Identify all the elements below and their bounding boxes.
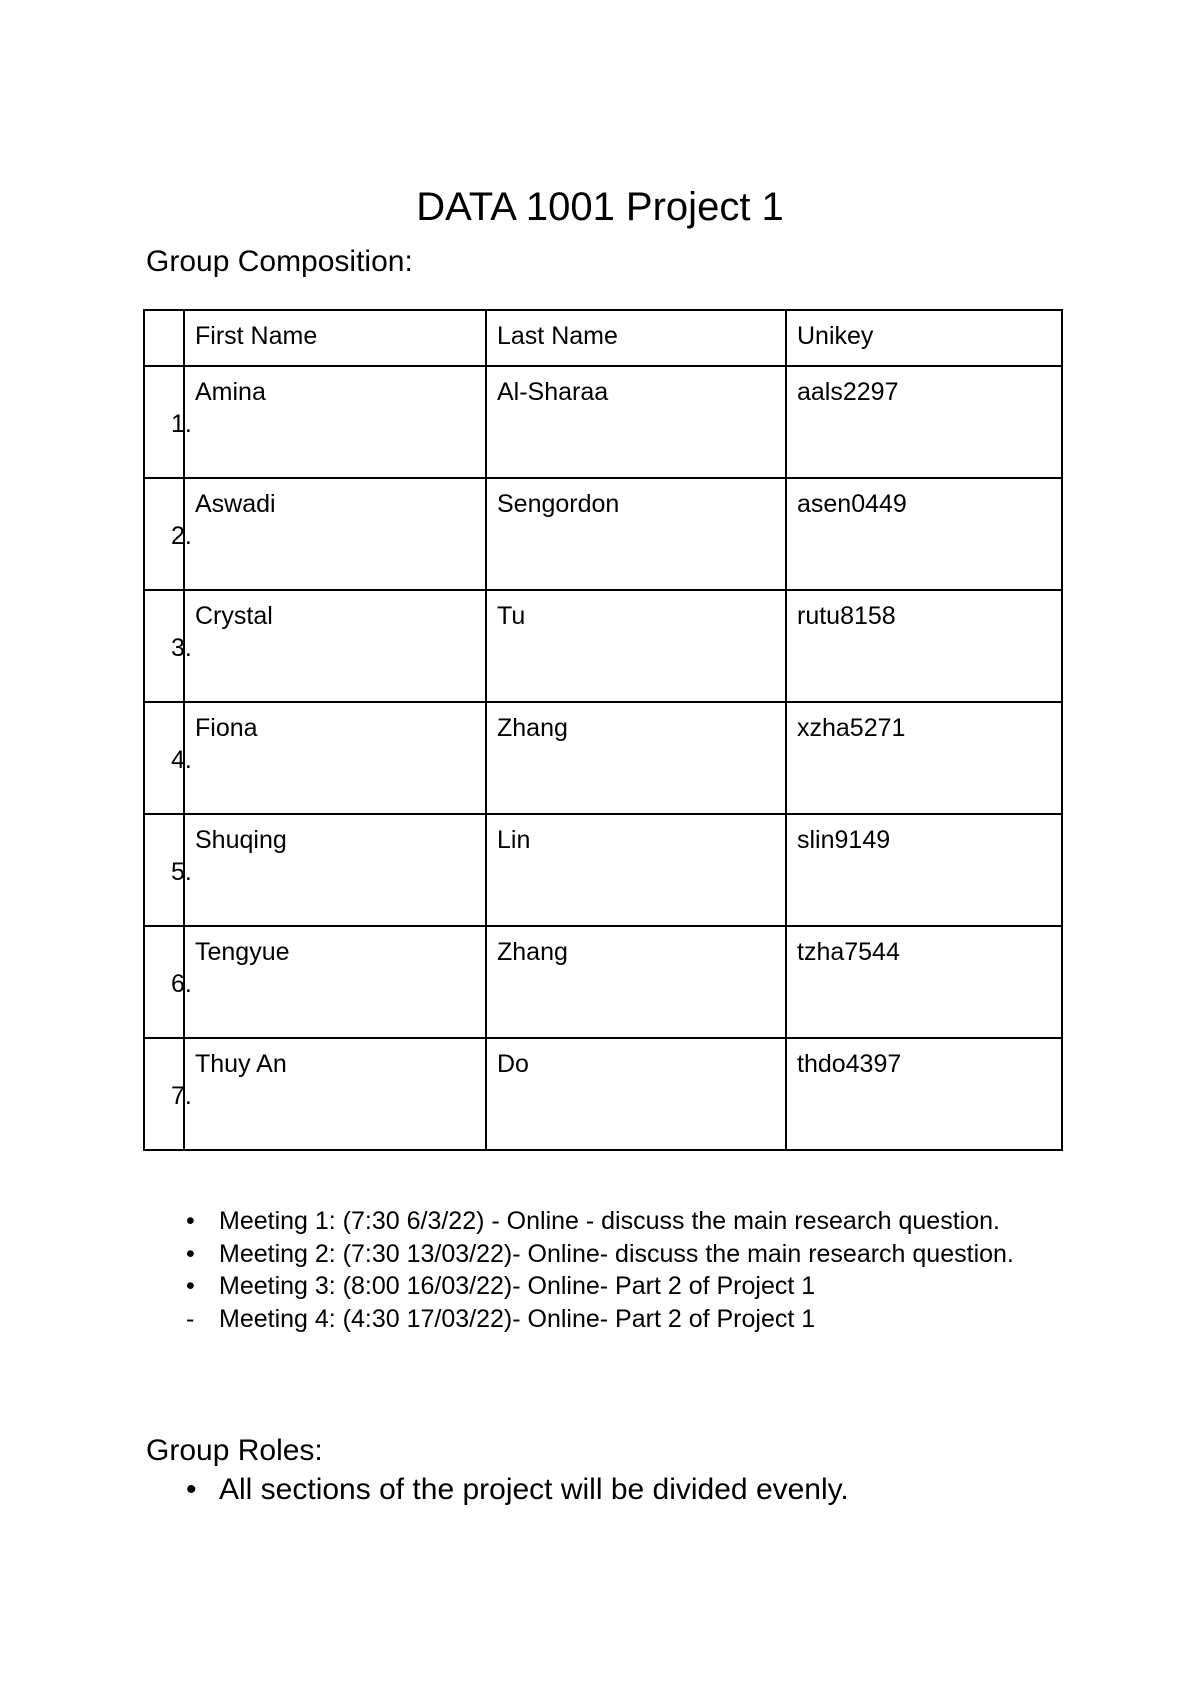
unikey-cell: thdo4397: [786, 1038, 1062, 1150]
unikey-cell: rutu8158: [786, 590, 1062, 702]
row-number-cell: [144, 1038, 192, 1150]
last-name-cell: Lin: [486, 814, 786, 926]
unikey-cell: xzha5271: [786, 702, 1062, 814]
row-number: 2.: [171, 522, 192, 550]
header-last-name: Last Name: [486, 310, 786, 366]
unikey-cell: tzha7544: [786, 926, 1062, 1038]
row-number-cell: [144, 478, 192, 590]
table-row: [144, 814, 1062, 926]
row-number: 5.: [171, 858, 192, 886]
bullet-marker: •: [186, 1239, 195, 1268]
meeting-item: [180, 1270, 1040, 1303]
role-item: [180, 1472, 1080, 1508]
roles-list: [180, 1472, 1080, 1508]
last-name-cell: Zhang: [486, 702, 786, 814]
last-name-cell: Tu: [486, 590, 786, 702]
group-composition-heading: Group Composition:: [146, 245, 413, 278]
row-number-cell: [144, 590, 192, 702]
first-name-cell: Shuqing: [184, 814, 486, 926]
first-name-cell: Amina: [184, 366, 486, 478]
header-number-cell: [144, 310, 184, 366]
role-item-text: All sections of the project will be divided evenly.: [219, 1473, 849, 1506]
group-roles-heading: Group Roles:: [146, 1434, 323, 1467]
row-number: 1.: [171, 410, 192, 438]
last-name-cell: Sengordon: [486, 478, 786, 590]
document-title: DATA 1001 Project 1: [416, 185, 784, 229]
row-number: 6.: [171, 970, 192, 998]
meeting-item-text: Meeting 2: (7:30 13/03/22)- Online- discuss the main research question.: [219, 1239, 1014, 1268]
table-row: [144, 926, 1062, 1038]
first-name-cell: Crystal: [184, 590, 486, 702]
table-row: [144, 590, 1062, 702]
row-number-cell: [144, 366, 192, 478]
bullet-marker: •: [186, 1473, 197, 1506]
unikey-cell: aals2297: [786, 366, 1062, 478]
bullet-marker: -: [186, 1304, 195, 1333]
meetings-list: [180, 1205, 1040, 1335]
meeting-item: [180, 1238, 1040, 1271]
last-name-cell: Do: [486, 1038, 786, 1150]
bullet-marker: •: [186, 1207, 195, 1235]
first-name-cell: Aswadi: [184, 478, 486, 590]
unikey-cell: asen0449: [786, 478, 1062, 590]
row-number-cell: [144, 814, 192, 926]
header-unikey: Unikey: [786, 310, 1062, 366]
table-row: [144, 702, 1062, 814]
meeting-item: [180, 1303, 1040, 1336]
row-number: 4.: [171, 746, 192, 774]
last-name-cell: Al-Sharaa: [486, 366, 786, 478]
meeting-item: [180, 1205, 1040, 1238]
first-name-cell: Fiona: [184, 702, 486, 814]
meeting-item-text: Meeting 1: (7:30 6/3/22) - Online - discuss the main research question.: [219, 1207, 1000, 1235]
row-number: 3.: [171, 634, 192, 662]
table-row: [144, 478, 1062, 590]
table-row: [144, 1038, 1062, 1150]
table-header-row: [144, 310, 1062, 366]
meeting-item-text: Meeting 4: (4:30 17/03/22)- Online- Part 2 of Project 1: [219, 1304, 816, 1333]
row-number-cell: [144, 702, 192, 814]
first-name-cell: Thuy An: [184, 1038, 486, 1150]
row-number-cell: [144, 926, 192, 1038]
meeting-item-text: Meeting 3: (8:00 16/03/22)- Online- Part 2 of Project 1: [219, 1272, 816, 1300]
last-name-cell: Zhang: [486, 926, 786, 1038]
group-members-table: [143, 309, 1063, 1151]
header-first-name: First Name: [184, 310, 486, 366]
row-number: 7.: [171, 1082, 192, 1110]
bullet-marker: •: [186, 1272, 195, 1300]
unikey-cell: slin9149: [786, 814, 1062, 926]
table-row: [144, 366, 1062, 478]
first-name-cell: Tengyue: [184, 926, 486, 1038]
